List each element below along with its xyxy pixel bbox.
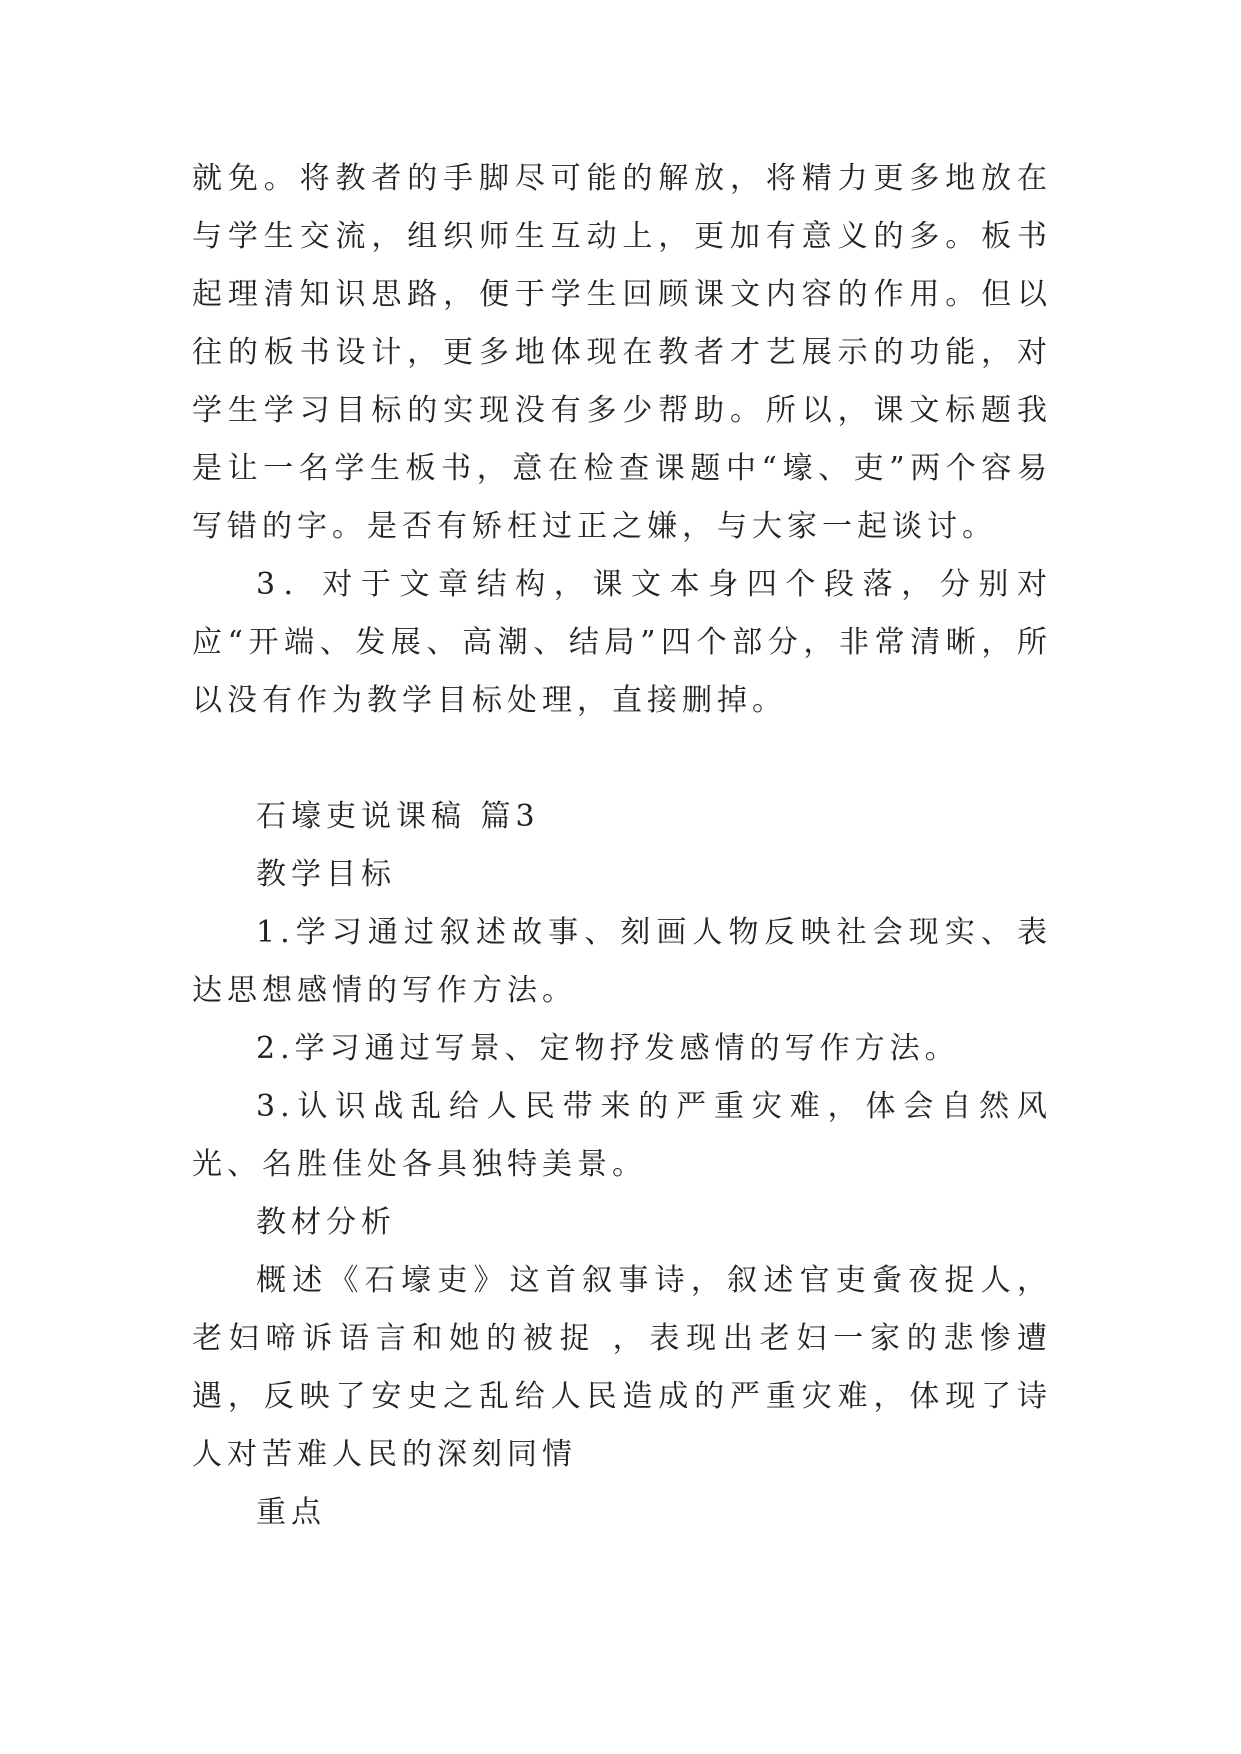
analysis-paragraph: 概述《石壕吏》这首叙事诗，叙述官吏夤夜捉人，老妇啼诉语言和她的被捉 ，表现出老妇一家的悲惨遭遇，反映了安史之乱给人民造成的严重灾难，体现了诗人对苦难人民的深刻同情: [192, 1263, 1052, 1472]
body-paragraph: 就免。将教者的手脚尽可能的解放，将精力更多地放在与学生交流，组织师生互动上，更加有意义的多。板书起理清知识思路，便于学生回顾课文内容的作用。但以往的板书设计，更多地体现在教者才艺展示的功能，对学生学习目标的实现没有多少帮助。所以，课文标题我是让一名学生板书，意在检查课题中“壕、吏”两个容易写错的字。是否有矫枉过正之嫌，与大家一起谈讨。: [192, 161, 1052, 544]
heading-key-points: 重点: [256, 1495, 326, 1530]
goal-item: 3.认识战乱给人民带来的严重灾难，体会自然风光、名胜佳处各具独特美景。: [192, 1089, 1052, 1182]
document-page: [192, 150, 1052, 1542]
heading-teaching-goals: 教学目标: [256, 857, 396, 892]
section-title: 石壕吏说课稿 篇3: [256, 799, 540, 834]
goal-item: 2.学习通过写景、定物抒发感情的写作方法。: [256, 1031, 960, 1066]
body-paragraph: 3．对于文章结构，课文本身四个段落，分别对应“开端、发展、高潮、结局”四个部分，非常清晰，所以没有作为教学目标处理，直接删掉。: [192, 567, 1052, 718]
section-gap: [192, 730, 1052, 788]
heading-material-analysis: 教材分析: [256, 1205, 396, 1240]
goal-item: 1.学习通过叙述故事、刻画人物反映社会现实、表达思想感情的写作方法。: [192, 915, 1052, 1008]
